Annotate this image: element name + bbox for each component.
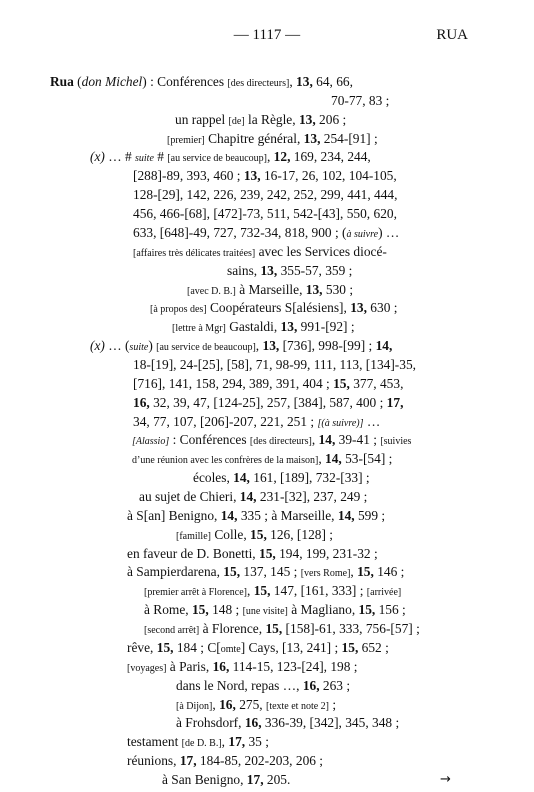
entry-text: [affaires très délicates traitées] bbox=[133, 248, 256, 259]
entry-text: 34, 77, 107, [206]-207, 221, 251 ; bbox=[133, 414, 318, 429]
volume-number: 13, bbox=[298, 112, 316, 127]
entry-text: 355-57, 359 ; bbox=[277, 263, 353, 278]
entry-text: 16-17, 26, 102, 104-105, bbox=[260, 168, 397, 183]
volume-number: 15, bbox=[259, 546, 276, 561]
page-number: — 1117 — bbox=[233, 27, 301, 43]
volume-number: 13, bbox=[262, 338, 280, 353]
volume-number: 13, bbox=[296, 74, 313, 89]
entry-text: rêve, bbox=[127, 640, 157, 655]
entry-text: [716], 141, 158, 294, 389, 391, 404 ; bbox=[133, 376, 334, 391]
entry-text: 205. bbox=[263, 772, 291, 787]
volume-number: 15, bbox=[250, 527, 267, 542]
entry-text: à Florence, bbox=[199, 621, 266, 636]
volume-number: 13, bbox=[280, 319, 298, 334]
entry-text: [une visite] bbox=[242, 606, 288, 617]
entry-text: à Magliano, bbox=[287, 602, 359, 617]
volume-number: 16, bbox=[219, 697, 236, 712]
entry-text: 169, 234, 244, bbox=[290, 149, 371, 164]
entry-text: , bbox=[289, 74, 297, 89]
entry-text: à Sampierdarena, bbox=[127, 564, 224, 579]
volume-number: 14, bbox=[220, 508, 238, 523]
entry-text: [288]-89, 393, 460 ; bbox=[133, 168, 244, 183]
entry-text: Gastaldi, bbox=[225, 319, 281, 334]
entry-text: à S[an] Benigno, bbox=[127, 508, 221, 523]
volume-number: 17, bbox=[179, 753, 197, 768]
entry-text: 206 ; bbox=[315, 112, 347, 127]
entry-text: 126, [128] ; bbox=[266, 527, 333, 542]
entry-text: [avec D. B.] bbox=[187, 286, 236, 297]
entry-text: 64, 66, bbox=[312, 74, 353, 89]
volume-number: 13, bbox=[303, 131, 321, 146]
index-line bbox=[331, 91, 389, 111]
entry-text: Coopérateurs S[alésiens], bbox=[206, 300, 351, 315]
entry-text: 630 ; bbox=[366, 300, 398, 315]
entry-text: 32, 39, 47, [124-25], 257, [384], 587, 400 ; bbox=[149, 395, 387, 410]
entry-text: , bbox=[266, 149, 274, 164]
volume-number: 15, bbox=[253, 583, 271, 598]
volume-number: 12, bbox=[273, 149, 291, 164]
entry-text: en faveur de D. Bonetti, bbox=[127, 546, 260, 561]
entry-text: [des directeurs] bbox=[227, 78, 290, 89]
volume-number: 15, bbox=[265, 621, 283, 636]
volume-number: 16, bbox=[212, 659, 230, 674]
entry-text: 275, bbox=[235, 697, 266, 712]
entry-text: [texte et note 2] bbox=[265, 701, 330, 712]
entry-text: 161, [189], 732-[33] ; bbox=[249, 470, 370, 485]
index-line bbox=[127, 506, 385, 526]
entry-text: … bbox=[363, 414, 381, 429]
entry-text: ] Cays, [13, 241] ; bbox=[240, 640, 342, 655]
entry-text: [suivies bbox=[380, 436, 412, 447]
volume-number: 15, bbox=[341, 640, 359, 655]
index-line bbox=[133, 166, 397, 186]
index-line bbox=[127, 544, 378, 564]
volume-number: 14, bbox=[239, 489, 257, 504]
entry-text: 70-77, 83 ; bbox=[331, 93, 390, 108]
entry-text: 263 ; bbox=[319, 678, 351, 693]
entry-text: omte bbox=[220, 644, 241, 655]
entry-text: 146 ; bbox=[373, 564, 405, 579]
entry-text: [de D. B.] bbox=[181, 738, 222, 749]
entry-text: (x) bbox=[90, 149, 105, 164]
index-line bbox=[133, 374, 403, 394]
volume-number: 15, bbox=[333, 376, 350, 391]
entry-text: Colle, bbox=[210, 527, 251, 542]
entry-text: 991-[92] ; bbox=[297, 319, 355, 334]
entry-text: [736], 998-[99] ; bbox=[279, 338, 376, 353]
volume-number: 17, bbox=[246, 772, 264, 787]
entry-text: à Rome, bbox=[144, 602, 192, 617]
index-line bbox=[133, 355, 416, 375]
volume-number: 17, bbox=[228, 734, 246, 749]
index-line bbox=[227, 261, 352, 281]
entry-text: à San Benigno, bbox=[162, 772, 247, 787]
index-line bbox=[162, 770, 290, 790]
entry-text: au sujet de Chieri, bbox=[139, 489, 240, 504]
entry-text: [au service de beaucoup] bbox=[167, 153, 267, 164]
index-line bbox=[139, 487, 367, 507]
entry-text: , bbox=[350, 564, 358, 579]
entry-text: 530 ; bbox=[322, 282, 354, 297]
entry-text: [lettre à Mgr] bbox=[172, 323, 226, 334]
volume-number: 14, bbox=[318, 432, 336, 447]
entry-text: [vers Rome] bbox=[300, 568, 351, 579]
entry-text: à suivre bbox=[346, 229, 379, 240]
entry-text: à Paris, bbox=[166, 659, 213, 674]
volume-number: 13, bbox=[305, 282, 323, 297]
entry-text: 147, [161, 333] ; bbox=[270, 583, 367, 598]
entry-text: ) bbox=[148, 338, 157, 353]
entry-text: 35 ; bbox=[245, 734, 269, 749]
entry-text: suite bbox=[135, 153, 154, 164]
entry-text: [voyages] bbox=[127, 663, 167, 674]
entry-text: écoles, bbox=[193, 470, 234, 485]
entry-text: 148 ; bbox=[208, 602, 243, 617]
entry-text: , bbox=[255, 338, 263, 353]
entry-text: sains, bbox=[227, 263, 261, 278]
entry-text: 335 ; à Marseille, bbox=[237, 508, 338, 523]
volume-number: 17, bbox=[386, 395, 404, 410]
entry-text: 633, [648]-49, 727, 732-34, 818, 900 ; ( bbox=[133, 225, 347, 240]
entry-text: 128-[29], 142, 226, 239, 242, 252, 299, 441, 444, bbox=[133, 187, 398, 202]
entry-text: à Marseille, bbox=[235, 282, 306, 297]
entry-text: , bbox=[311, 432, 319, 447]
entry-text: 599 ; bbox=[354, 508, 386, 523]
volume-number: 15, bbox=[156, 640, 174, 655]
entry-text: Chapitre général, bbox=[204, 131, 304, 146]
index-line bbox=[133, 393, 403, 413]
volume-number: 14, bbox=[375, 338, 393, 353]
entry-text: 194, 199, 231-32 ; bbox=[275, 546, 378, 561]
index-line bbox=[176, 676, 350, 696]
volume-number: 16, bbox=[244, 715, 262, 730]
arrow-right-icon: → bbox=[440, 772, 451, 787]
entry-text: à Frohsdorf, bbox=[176, 715, 245, 730]
entry-text: [158]-61, 333, 756-[57] ; bbox=[282, 621, 420, 636]
volume-number: 14, bbox=[325, 451, 342, 466]
entry-text: 184-85, 202-203, 206 ; bbox=[196, 753, 324, 768]
volume-number: 13, bbox=[260, 263, 278, 278]
entry-text: suite bbox=[129, 342, 149, 353]
entry-text: [de] bbox=[228, 116, 245, 127]
entry-text: … # bbox=[104, 149, 136, 164]
entry-text: : Conférences bbox=[169, 432, 250, 447]
entry-text: 336-39, [342], 345, 348 ; bbox=[261, 715, 400, 730]
entry-text: 254-[91] ; bbox=[320, 131, 378, 146]
entry-text: , bbox=[221, 734, 229, 749]
entry-text: 652 ; bbox=[358, 640, 389, 655]
entry-text: don Michel bbox=[81, 74, 143, 89]
entry-text: 377, 453, bbox=[349, 376, 404, 391]
entry-text: ( bbox=[73, 74, 82, 89]
entry-text: [Alassio] bbox=[132, 436, 170, 447]
volume-number: 15, bbox=[191, 602, 209, 617]
volume-number: 16, bbox=[302, 678, 320, 693]
entry-text: 53-[54] ; bbox=[341, 451, 393, 466]
entry-text: 114-15, 123-[24], 198 ; bbox=[229, 659, 358, 674]
entry-text: ) … bbox=[378, 225, 400, 240]
entry-text: 156 ; bbox=[375, 602, 406, 617]
entry-text: 231-[32], 237, 249 ; bbox=[256, 489, 368, 504]
entry-text: 456, 466-[68], [472]-73, 511, 542-[43], 550, 620, bbox=[133, 206, 397, 221]
entry-text: , bbox=[247, 583, 254, 598]
volume-number: 15, bbox=[357, 564, 374, 579]
volume-number: 14, bbox=[337, 508, 355, 523]
index-line bbox=[193, 468, 370, 488]
entry-text: 18-[19], 24-[25], [58], 71, 98-99, 111, 113, [134]-35, bbox=[133, 357, 417, 372]
entry-text: … ( bbox=[104, 338, 130, 353]
entry-text: (x) bbox=[90, 338, 105, 353]
entry-text: dans le Nord, repas …, bbox=[176, 678, 303, 693]
entry-text: testament bbox=[127, 734, 182, 749]
entry-text: [famille] bbox=[176, 531, 211, 542]
entry-text: , bbox=[318, 451, 326, 466]
entry-text: [premier arrêt à Florence] bbox=[144, 587, 247, 598]
entry-text: [au service de beaucoup] bbox=[156, 342, 256, 353]
entry-text: # bbox=[153, 149, 168, 164]
index-line bbox=[133, 185, 397, 205]
entry-text: [des directeurs] bbox=[249, 436, 312, 447]
entry-text: ; bbox=[329, 697, 337, 712]
index-line bbox=[50, 72, 353, 94]
entry-text: [arrivée] bbox=[366, 587, 402, 598]
entry-text: , bbox=[212, 697, 220, 712]
entry-text: ) : Conférences bbox=[142, 74, 228, 89]
volume-number: 14, bbox=[233, 470, 250, 485]
volume-number: 16, bbox=[133, 395, 150, 410]
entry-text: [à propos des] bbox=[150, 304, 207, 315]
entry-text: la Règle, bbox=[244, 112, 299, 127]
volume-number: 15, bbox=[358, 602, 376, 617]
entry-text: [à Dijon] bbox=[176, 701, 213, 712]
entry-text: avec les Services diocé- bbox=[255, 244, 387, 259]
entry-text: [(à suivre)] bbox=[317, 418, 364, 429]
entry-text: 137, 145 ; bbox=[240, 564, 301, 579]
entry-text: [premier] bbox=[167, 135, 205, 146]
entry-text: 39-41 ; bbox=[335, 432, 381, 447]
volume-number: 13, bbox=[243, 168, 261, 183]
entry-text: 184 ; C[ bbox=[173, 640, 221, 655]
index-line bbox=[127, 751, 323, 771]
index-line bbox=[133, 204, 397, 224]
running-head: RUA bbox=[436, 27, 468, 43]
entry-text: d’une réunion avec les confrères de la maison] bbox=[132, 455, 319, 466]
entry-text: un rappel bbox=[175, 112, 229, 127]
entry-text: [second arrêt] bbox=[144, 625, 200, 636]
volume-number: Rua bbox=[50, 74, 74, 89]
entry-text: réunions, bbox=[127, 753, 180, 768]
volume-number: 13, bbox=[350, 300, 367, 315]
volume-number: 15, bbox=[223, 564, 241, 579]
index-line bbox=[176, 713, 399, 733]
